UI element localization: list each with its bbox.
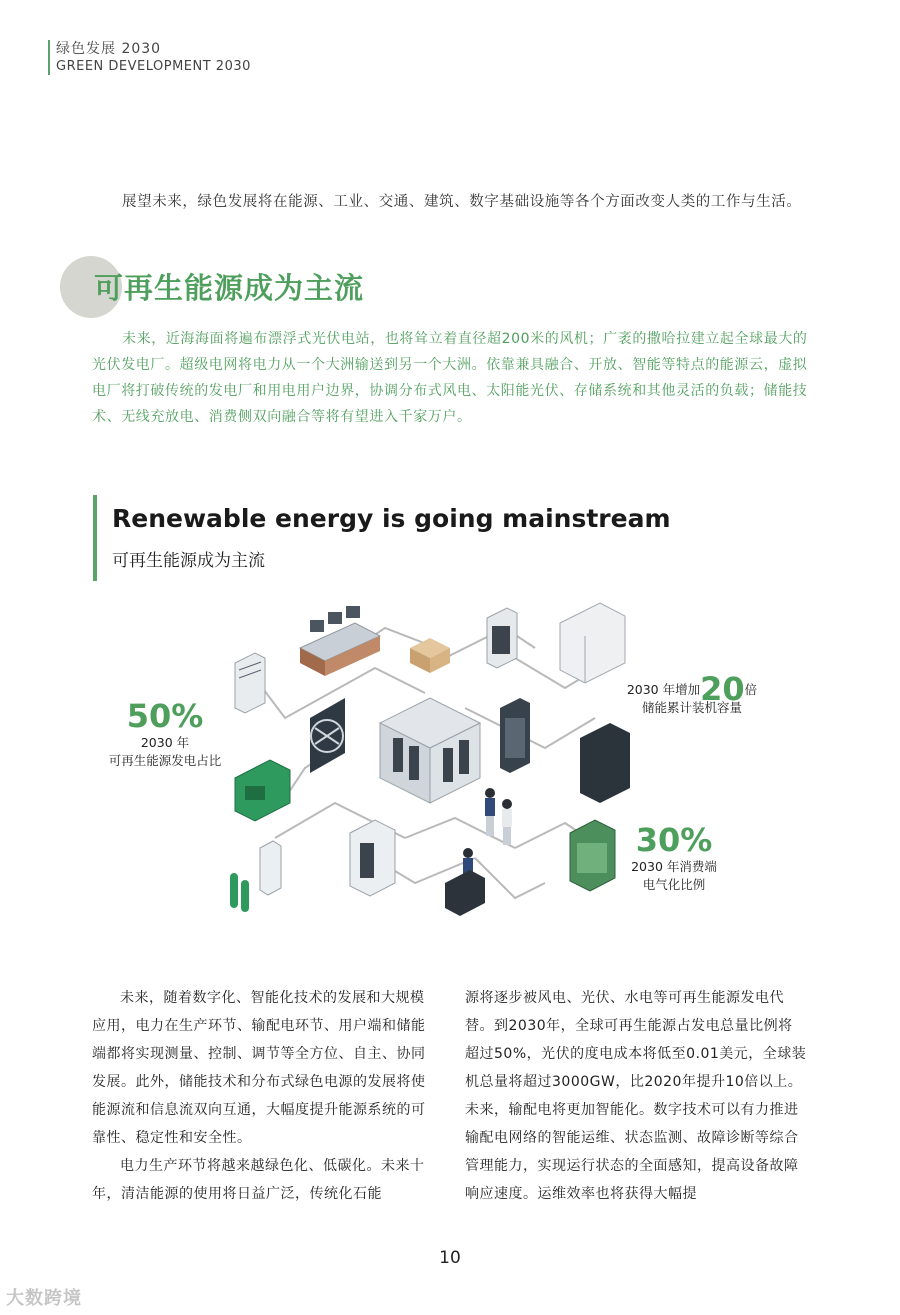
pcb-module-icon — [570, 820, 615, 891]
cart-icon — [445, 870, 485, 916]
control-desk-icon — [300, 606, 380, 676]
section-title: 可再生能源成为主流 — [94, 271, 365, 305]
storage-cabinet-icon — [580, 723, 630, 803]
running-header — [48, 40, 251, 75]
watermark-logo: 大数跨境 — [6, 1288, 82, 1309]
stat-label-year: 2030 年 — [140, 735, 190, 750]
stat-label: 电气化比例 — [642, 877, 706, 892]
worker-icons — [463, 788, 512, 876]
server-cabinet-icon — [235, 653, 265, 713]
figure-title-en: Renewable energy is going mainstream — [112, 504, 671, 533]
stat-value: 30% — [635, 821, 713, 859]
body-column-right — [465, 984, 807, 1208]
figure-accent-bar — [93, 495, 97, 581]
stat-label: 储能累计装机容量 — [641, 700, 742, 715]
stat-value: 20 — [700, 670, 745, 708]
page-number: 10 — [439, 1248, 461, 1268]
boxes-icon — [410, 638, 450, 673]
battery-rack-icon — [500, 698, 530, 773]
stat-value: 50% — [126, 697, 204, 735]
body-paragraph: 源将逐步被风电、光伏、水电等可再生能源发电代替。到2030年，全球可再生能源占发电总量比例将超过50%，光伏的度电成本将低至0.01美元，全球装机总量将超过3000GW，比2020年提升10倍以上。未来，输配电将更加智能化。数字技术可以有力推进输配电网络的智能运维、状态监测、故障诊断等综合管理能力，实现运行状态的全面感知，提高设备故障响应速度。运维效率也将获得大幅提 — [465, 990, 807, 1202]
section-paragraph: 未来，近海海面将遍布漂浮式光伏电站，也将耸立着直径超200米的风机；广袤的撒哈拉建立起全球最大的光伏发电厂。超级电网将电力从一个大洲输送到另一个大洲。依靠兼具融合、开放、智能等特点的能源云，虚拟电厂将打破传统的发电厂和用电用户边界，协调分布式风电、太阳能光伏、存储系统和其他灵活的负载；储能技术、无线充放电、消费侧双向融合等将有望进入千家万户。 — [92, 331, 808, 425]
header-title-cn: 绿色发展 2030 — [56, 41, 162, 57]
fan-icon — [310, 698, 345, 773]
body-paragraph: 电力生产环节将越来越绿色化、低碳化。未来十年，清洁能源的使用将日益广泛，传统化石能 — [92, 1158, 425, 1202]
intro-paragraph: 展望未来，绿色发展将在能源、工业、交通、建筑、数字基础设施等各个方面改变人类的工作与生活。 — [122, 194, 802, 210]
stat-renewable-share — [100, 698, 230, 770]
large-cabinet-icon — [560, 603, 625, 683]
body-column-left — [92, 984, 434, 1208]
stat-prefix: 2030 年增加 — [626, 682, 701, 697]
stat-storage-growth — [622, 670, 762, 717]
stat-label-year: 2030 年消费端 — [631, 859, 717, 874]
figure-title-cn: 可再生能源成为主流 — [112, 551, 265, 571]
generator-icon — [235, 760, 290, 821]
stat-suffix: 倍 — [744, 682, 758, 697]
body-paragraph: 未来，随着数字化、智能化技术的发展和大规模应用，电力在生产环节、输配电环节、用户端和储能端都将实现测量、控制、调节等全方位、自主、协同发展。此外，储能技术和分布式绿色电源的发展将使能源流和信息流双向互通，大幅度提升能源系统的可靠性、稳定性和安全性。 — [92, 990, 426, 1146]
stat-electrification-ratio — [614, 822, 734, 894]
stat-label: 可再生能源发电占比 — [108, 753, 222, 768]
data-center-core-icon — [380, 698, 480, 803]
rack-icon — [487, 608, 517, 668]
gas-cylinder-icon — [230, 841, 281, 912]
header-title-en: GREEN DEVELOPMENT 2030 — [56, 59, 251, 74]
switchgear-icon — [350, 820, 395, 896]
